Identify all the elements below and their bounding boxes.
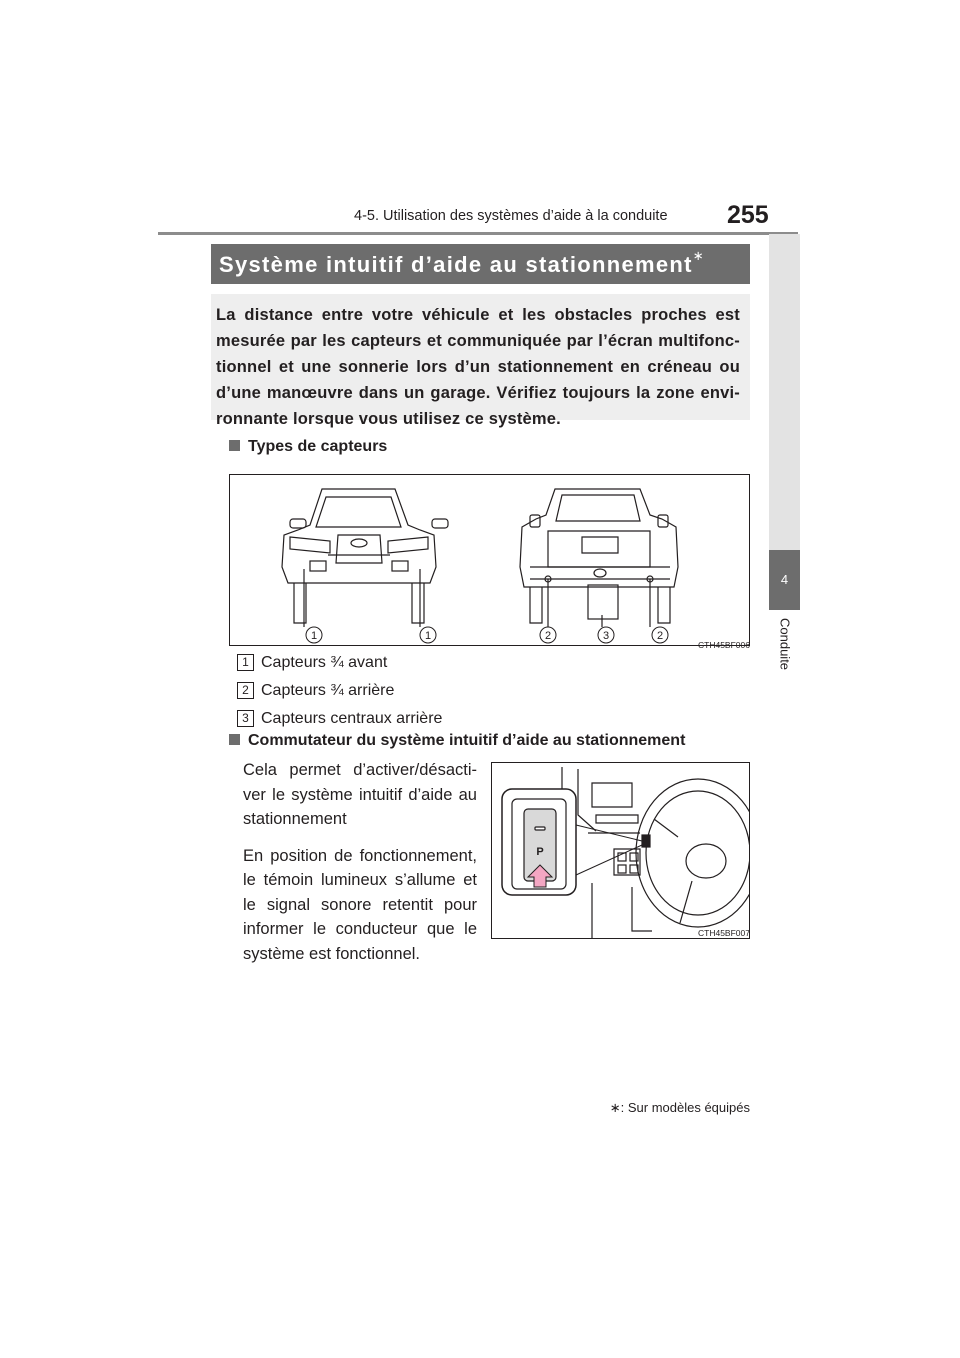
footnote [600,1100,750,1116]
header-rule [158,232,798,235]
callout-number: 2 [656,630,664,642]
intro-text: La distance entre votre véhicule et les obstacles proches est mesurée par les capteurs et communiquée par l’écran multifonc-tionnel et une sonnerie lors d’un stationnement en créneau ou d’une manœuvre dans un garage. Vérifiez toujours la zone envi-ronnante lorsque vous utilisez ce système. [216,306,740,428]
page-title [211,244,750,284]
steering-wheel-drawing [636,779,749,927]
callout-circles [306,627,668,643]
sensor-figure [229,474,750,650]
heading-switch [229,732,685,750]
legend-number: 2 [237,682,254,699]
rear-vehicle-drawing [520,489,678,627]
park-assist-symbol: P [536,846,544,858]
chapter-label: Conduite [777,618,793,671]
heading-square-icon [229,440,240,451]
legend-text: Capteurs ¾ arrière [261,682,395,699]
heading-square-icon [229,734,240,745]
chapter-tab[interactable]: 4 [769,550,800,610]
callout-number: 3 [602,630,610,642]
heading-sensor-types-text: Types de capteurs [248,438,388,455]
heading-switch-text: Commutateur du système intuitif d’aide au stationnement [248,732,686,749]
footnote-marker: ∗ [609,1100,621,1115]
switch-figure [491,762,750,939]
switch-location-marker [642,835,650,847]
sensor-diagram [230,475,749,645]
legend-text: Capteurs centraux arrière [261,710,443,727]
legend-number: 3 [237,710,254,727]
switch-description [243,758,477,978]
side-rule [769,234,800,550]
switch-paragraph: Cela permet d’activer/désacti-ver le système intuitif d’aide au stationnement [243,761,477,828]
legend-text: Capteurs ¾ avant [261,654,388,671]
equipped-marker: ∗ [692,248,705,263]
figure-code: CTH45BF007 [698,928,750,938]
figure-code: CTH45BF006 [698,640,750,650]
section-title: 4-5. Utilisation des systèmes d’aide à la conduite [354,208,668,224]
heading-sensor-types [229,438,387,456]
footnote-text: : Sur modèles équipés [620,1100,750,1115]
dashboard-diagram [492,763,749,938]
page-number: 255 [727,201,769,229]
legend-number: 1 [237,654,254,671]
callout-number: 2 [544,630,552,642]
callout-number: 1 [310,630,318,642]
callout-number: 1 [424,630,432,642]
switch-paragraph: En position de fonctionnement, le témoin lumineux s’allume et le signal sonore retentit pour informer le conducteur que le système est fonctionnel. [243,846,477,963]
front-vehicle-drawing [282,489,448,627]
page-title-text: Système intuitif d’aide au stationnement [219,252,693,277]
